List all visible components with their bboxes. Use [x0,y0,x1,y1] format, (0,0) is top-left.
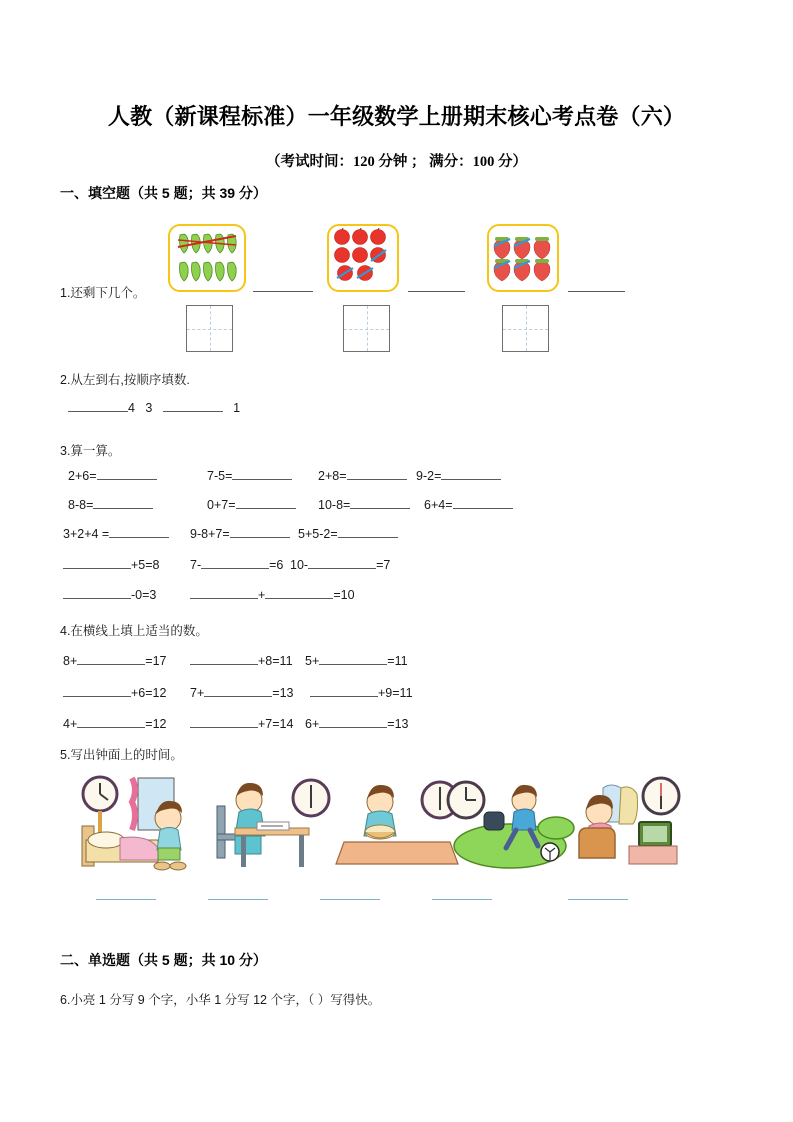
q4-expr: +7=14 [258,717,294,731]
question-2-prompt: 2.从左到右,按顺序填数. [60,373,190,387]
q3-row-1-item-2 [207,466,292,483]
question-5-prompt: 5.写出钟面上的时间。 [60,748,183,762]
question-4-prompt: 4.在横线上填上适当的数。 [60,624,208,638]
section-heading-multiple-choice: 二、单选题（共 5 题；共 10 分） [60,952,267,968]
q3-blank[interactable] [236,495,296,509]
q3-row-1-item-3 [318,466,407,483]
q3-expr: 8-8= [68,498,94,512]
q3-row-2-item-2 [207,495,296,512]
question-1-answer-blank-1[interactable] [253,291,313,292]
q3-row-2-item-3 [318,495,410,512]
q4-row-3-item-3 [305,714,408,731]
q2-value-3: 3 [145,401,153,415]
question-3-prompt: 3.算一算。 [60,444,121,458]
q4-row-3-item-2 [190,714,293,731]
q4-expr: 5+ [305,654,320,668]
q3-row-5-item-2 [190,585,355,602]
q4-blank[interactable] [204,683,272,697]
q3-expr: 3+2+4 = [63,527,110,541]
exam-subtitle: （考试时间：120 分钟 ； 满分：100 分） [266,154,527,170]
q3-expr: 9-2= [416,469,442,483]
scene-studying-at-desk [205,770,340,875]
q4-row-1-item-2 [190,651,293,668]
q3-blank[interactable] [230,524,290,538]
q3-blank[interactable] [63,585,131,599]
q3-expr: 10-8= [318,498,351,512]
q3-blank[interactable] [453,495,513,509]
picture-box-apples [327,224,399,292]
q4-expr: +9=11 [378,686,413,700]
q3-expr: 0+7= [207,498,236,512]
q4-expr: =17 [145,654,167,668]
scene-playing-soccer-outdoors [440,770,575,875]
q4-expr: 8+ [63,654,78,668]
q4-blank[interactable] [63,683,131,697]
q3-row-1-item-1 [68,466,157,483]
q3-row-5-item-1 [63,585,156,602]
strawberry-cluster-icon [492,234,554,282]
q2-value-4: 4 [128,401,135,415]
q3-row-4-item-1 [63,555,160,572]
answer-grid-square-1[interactable] [186,305,233,352]
q4-expr: =13 [272,686,294,700]
question-6-prompt: 6.小亮 1 分写 9 个字，小华 1 分写 12 个字，（ ）写得快。 [60,993,381,1007]
q3-row-1-item-4 [416,466,501,483]
q4-row-2-item-3 [310,683,413,700]
scene-waking-up-in-bed [68,770,203,875]
q2-value-1: 1 [233,401,241,415]
banana-row-icon [176,259,238,285]
q3-expr: 6+4= [424,498,453,512]
q3-row-2-item-4 [424,495,513,512]
q3-blank[interactable] [93,495,153,509]
q4-blank[interactable] [310,683,378,697]
q4-blank[interactable] [190,714,258,728]
strawberry-grid [489,226,557,290]
question-1-answer-blank-3[interactable] [568,291,625,292]
q2-blank-1[interactable] [68,398,128,412]
question-5-answer-line-5[interactable] [568,899,628,900]
q3-blank[interactable] [308,555,376,569]
question-5-answer-line-2[interactable] [208,899,268,900]
q3-blank[interactable] [97,466,157,480]
q3-expr: 7- [190,558,202,572]
answer-grid-square-3[interactable] [502,305,549,352]
question-5-answer-line-4[interactable] [432,899,492,900]
q4-blank[interactable] [319,651,387,665]
q4-expr: =13 [387,717,409,731]
q3-expr: 2+8= [318,469,347,483]
banana-row-icon [176,231,238,257]
q3-expr: 5+5-2= [298,527,338,541]
question-5-answer-line-3[interactable] [320,899,380,900]
q3-expr: =7 [376,558,391,572]
q3-blank[interactable] [338,524,398,538]
q3-row-4-item-3 [290,555,390,572]
banana-row-crossed [176,231,238,257]
q3-blank[interactable] [441,466,501,480]
q3-blank[interactable] [232,466,292,480]
banana-row-plain [176,259,238,285]
q3-blank[interactable] [350,495,410,509]
q3-expr: 7-5= [207,469,233,483]
q4-blank[interactable] [77,651,145,665]
q3-blank[interactable] [347,466,407,480]
q3-row-3-item-1 [63,524,169,541]
section-heading-fill-in-blank: 一、填空题（共 5 题；共 39 分） [60,185,267,201]
q3-blank[interactable] [190,585,258,599]
q4-expr: +6=12 [131,686,167,700]
picture-box-bananas [168,224,246,292]
q2-blank-2[interactable] [163,398,223,412]
q4-expr: +8=11 [258,654,293,668]
q4-blank[interactable] [190,651,258,665]
apple-cluster-icon [332,228,394,288]
q4-row-2-item-2 [190,683,293,700]
q3-expr: 2+6= [68,469,97,483]
q4-row-2-item-1 [63,683,166,700]
question-1-answer-blank-2[interactable] [408,291,465,292]
q3-row-2-item-1 [68,495,153,512]
q3-expr: + [258,588,266,602]
q3-row-4-item-2 [190,555,283,572]
q3-expr: =10 [333,588,355,602]
q4-row-3-item-1 [63,714,166,731]
q3-row-3-item-3 [298,524,398,541]
q3-expr: =6 [269,558,284,572]
question-1-prompt: 1.还剩下几个。 [60,286,146,300]
q4-row-1-item-1 [63,651,166,668]
q4-expr: =12 [145,717,167,731]
q4-row-1-item-3 [305,651,408,668]
q4-expr: 6+ [305,717,320,731]
apple-grid [329,226,397,290]
picture-box-strawberries [487,224,559,292]
scene-watching-television [563,770,698,875]
q4-expr: 7+ [190,686,205,700]
question-5-answer-line-1[interactable] [96,899,156,900]
q3-expr: -0=3 [131,588,157,602]
q3-expr: +5=8 [131,558,160,572]
q4-expr: 4+ [63,717,78,731]
q4-expr: =11 [387,654,408,668]
question-2-sequence [68,398,240,415]
q3-blank[interactable] [109,524,169,538]
q3-blank[interactable] [265,585,333,599]
q4-blank[interactable] [319,714,387,728]
page-title: 人教（新课程标准）一年级数学上册期末核心考点卷（六） [107,104,686,129]
q3-blank[interactable] [201,555,269,569]
banana-grid [170,226,244,290]
q3-expr: 9-8+7= [190,527,230,541]
answer-grid-square-2[interactable] [343,305,390,352]
q3-blank[interactable] [63,555,131,569]
q3-row-3-item-2 [190,524,290,541]
q3-expr: 10- [290,558,309,572]
q4-blank[interactable] [77,714,145,728]
